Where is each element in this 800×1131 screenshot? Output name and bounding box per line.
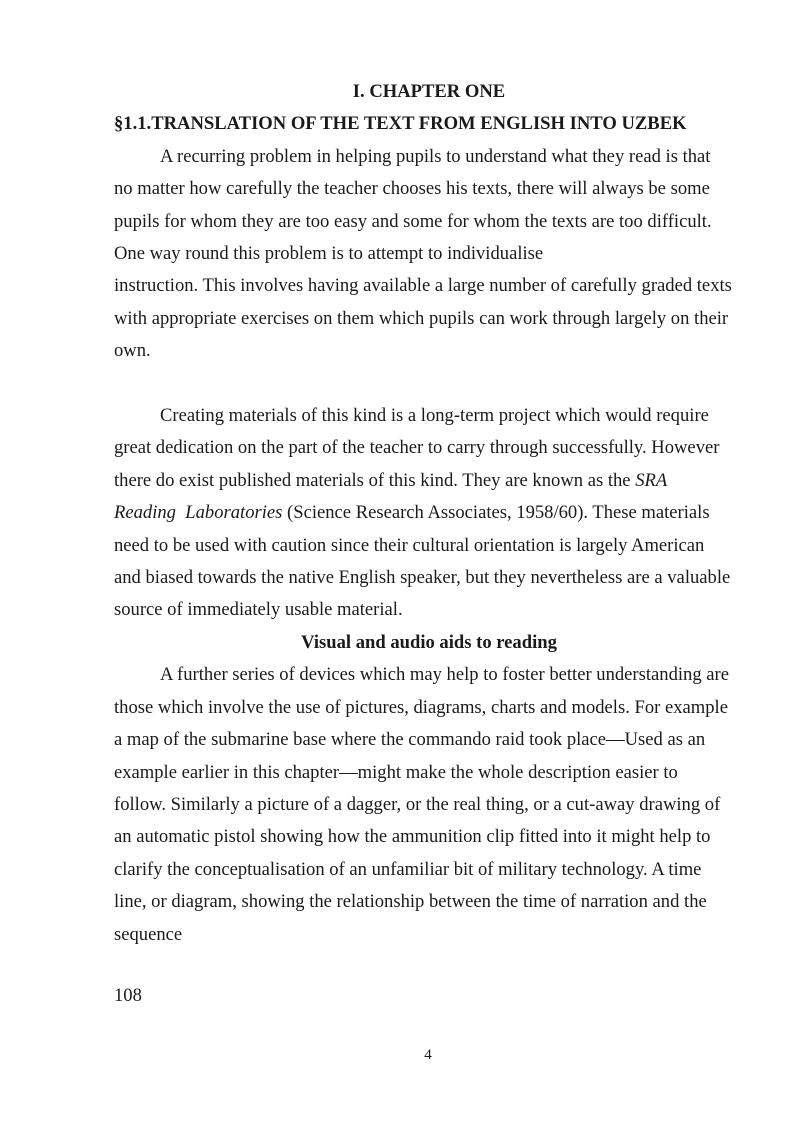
paragraph-2 [114, 400, 744, 627]
paragraph-line: own. [114, 340, 151, 362]
paragraph-line: with appropriate exercises on them which pupils can work through largely on their [114, 307, 729, 329]
paragraph-line: instruction. This involves having available a large number of carefully graded texts [114, 275, 732, 297]
page-number: 4 [424, 1047, 432, 1063]
chapter-title: I. CHAPTER ONE [352, 81, 506, 102]
italic-title: SRA [635, 469, 668, 491]
paragraph-line: clarify the conceptualisation of an unfamiliar bit of military technology. A time [114, 858, 702, 880]
subheading: Visual and audio aids to reading [301, 631, 557, 653]
paragraph-line: need to be used with caution since their cultural orientation is largely American [114, 534, 705, 556]
paragraph-1 [114, 141, 744, 368]
reference-number: 108 [114, 985, 142, 1006]
text-run: (Science Research Associates, 1958/60). These materials [282, 502, 710, 524]
text-run: there do exist published materials of this kind. They are known as the [114, 469, 636, 491]
paragraph-line: pupils for whom they are too easy and some for whom the texts are too difficult. [114, 210, 712, 232]
paragraph-3 [114, 659, 744, 951]
paragraph-line [114, 465, 744, 497]
paragraph-line: follow. Similarly a picture of a dagger, or the real thing, or a cut-away drawing of [114, 793, 721, 815]
paragraph-line [114, 497, 744, 529]
section-heading: §1.1.TRANSLATION OF THE TEXT FROM ENGLISH INTO UZBEK [114, 113, 687, 135]
paragraph-line: line, or diagram, showing the relationship between the time of narration and the [114, 891, 707, 913]
paragraph-line: A further series of devices which may help to foster better understanding are [160, 664, 729, 686]
paragraph-line: One way round this problem is to attempt to individualise [114, 243, 544, 265]
paragraph-line: no matter how carefully the teacher chooses his texts, there will always be some [114, 178, 710, 200]
paragraph-line: a map of the submarine base where the commando raid took place—Used as an [114, 729, 706, 751]
paragraph-line: example earlier in this chapter—might make the whole description easier to [114, 761, 678, 783]
paragraph-line: Creating materials of this kind is a long-term project which would require [160, 405, 709, 427]
italic-title: Reading Laboratories [114, 502, 283, 524]
paragraph-line: and biased towards the native English speaker, but they nevertheless are a valuable [114, 567, 731, 589]
paragraph-line: great dedication on the part of the teacher to carry through successfully. However [114, 437, 720, 459]
paragraph-line: A recurring problem in helping pupils to understand what they read is that [160, 145, 711, 167]
paragraph-line: an automatic pistol showing how the ammunition clip fitted into it might help to [114, 826, 711, 848]
blank-line [114, 368, 744, 400]
paragraph-line: sequence [114, 923, 183, 945]
paragraph-line: source of immediately usable material. [114, 599, 403, 621]
paragraph-line: those which involve the use of pictures, diagrams, charts and models. For example [114, 696, 728, 718]
document-page [114, 76, 744, 951]
